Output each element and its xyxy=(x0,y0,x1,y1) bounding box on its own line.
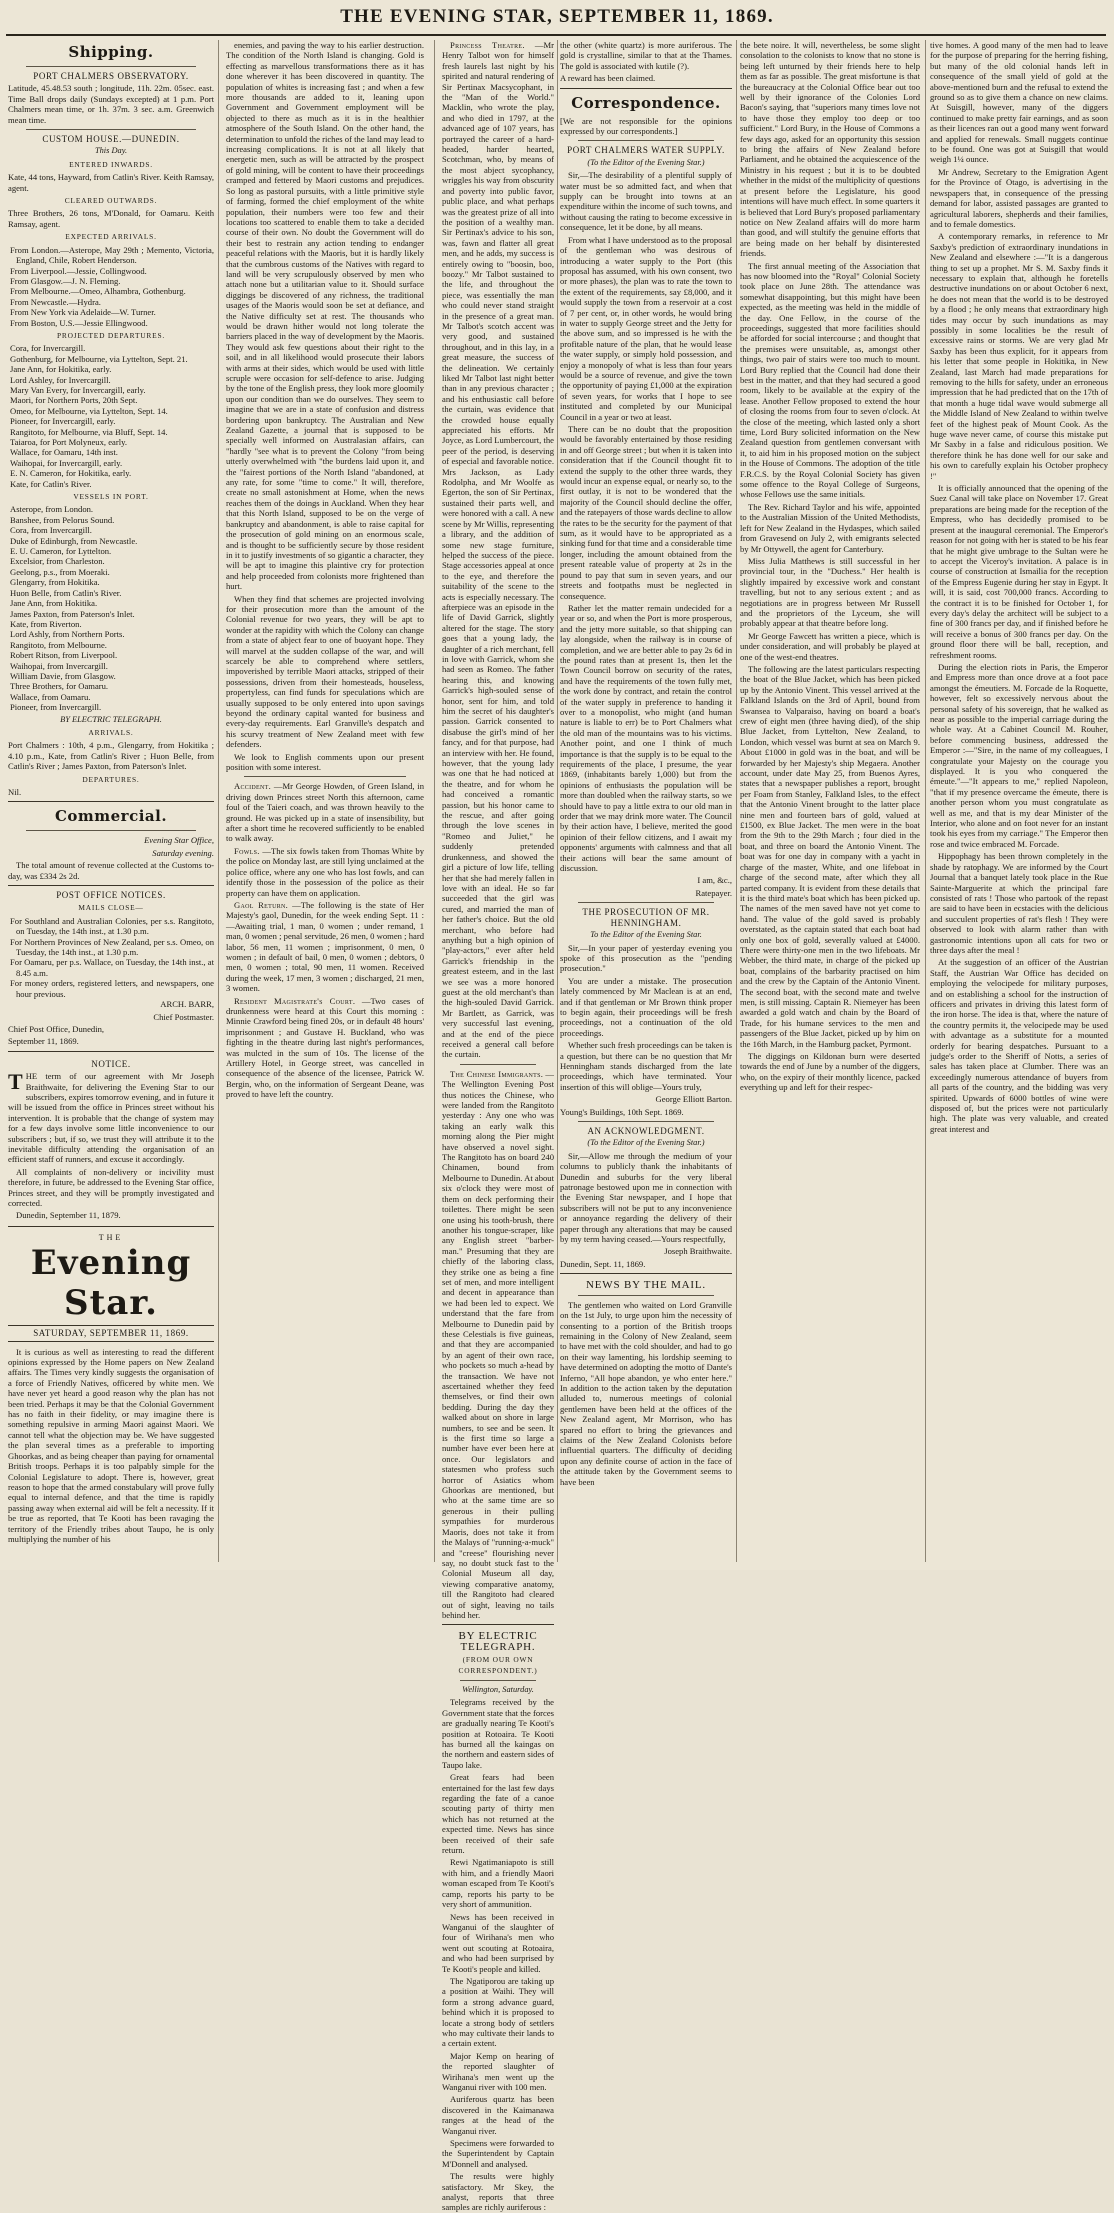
letter-text: You are under a mistake. The prosecution lately commenced by Mr Maclean is at an end, and if that gentleman or Mr Brown think proper to begin again, their proceedings will be fresh proceedings, not a continuation of the old proceedings. xyxy=(560,975,732,1038)
letter-signature: George Elliott Barton. xyxy=(655,1094,732,1105)
column-4 xyxy=(560,40,732,1562)
list-item: Jane Ann, from Hokitika. xyxy=(10,598,98,609)
article-text: During the election riots in Paris, the Emperor and Empress more than once drove at a foot pace amongst the émeutiers. M. Forcade de la Roquette, however, felt so excessively nervous about the personal safety of his sovereign, that he walked as near as possible to the imperial carriage during the whole way. At a Cabinet Council M. Rouher, before commencing business, addressed the Emperor :—"Sire, in the name of my colleagues, I congratulate your Majesty on the courage you displayed. It is you who conquered the émeute."—"It appears to me," replied Napoleon, "that if my presence overcame the émeute, there is another person whom you must congratulate as well as me, and that is my dear Minister of the Interior, who alone and on foot never for an instant took his eyes from my carriage." The Emperor then rose and twice embraced M. Forcade. xyxy=(930,661,1108,849)
article-text: the other (white quartz) is more auriferous. The gold is crystalline, similar to that at the Thames. The gold is associated with kutile (?). xyxy=(560,40,732,71)
item-text: —The six fowls taken from Thomas White by the police on Monday last, are still lying unclaimed at the police office, where any one who has lost fowls, and can identify those in the possession of the police as their property can have them on application. xyxy=(226,845,425,898)
divider xyxy=(460,1064,536,1065)
news-by-mail-heading: NEWS BY THE MAIL. xyxy=(586,1279,706,1292)
item-subject: Gaol Return. xyxy=(234,899,289,910)
list-item: William Davie, from Glasgow. xyxy=(10,670,116,681)
list-item: Banshee, from Pelorus Sound. xyxy=(10,514,115,525)
arrivals-label: ARRIVALS. xyxy=(88,727,134,737)
column-rule xyxy=(434,40,435,1562)
item-text: —The Wellington Evening Post thus notices the Chinese, who were landed from the Rangitoto yesterday : Any one who was taking an early walk this morning along the Pier might have observed a novel sight. The Rangitoto has on board 240 Chinamen, bound from Melbourne to Dunedin. At about six o'clock they were most of them on deck performing their toilettes. There might be seen one using his tooth-brush, there another his tongue-scraper, like any English street "barber-man." Presuming that they are chiefly of the laboring class, they strike one as being a fine set of men, and more intelligent and decent in appearance than we had been led to expect. We understand that the fare from Melbourne to Dunedin paid by these Celestials is five guineas, and that they are accompanied by an agent of their own race, who pockets so much a-head by the transaction. We have not ascertained whether they feed themselves, or find their own bedding. During the day they walked about on shore in large numbers, to see and be seen. It is the first time so large a number have ever been here at once. Our legislators and statesmen who profess such horror of Asiatics whom Ghoorkas are mentioned, but who at the same time are so generous in their pulling sympathies for murderous Maoris, does not take it from the Malays of "running-a-muck" and "creese" flourishing never say, no doubt stuck fast to the Colonial Museum all day, viewing comparative anatomy, till the Rangitoto had cleared out of sight, leaving no tails behind her. xyxy=(442,1068,554,1620)
this-day-label: This Day. xyxy=(94,146,128,156)
telegram-text: Telegrams received by the Government state that the forces are gradually nearing Te Kooti's position at Rotoaira. Te Kooti has burned all the kaingas on the northern and eastern sides of Taupo lake. xyxy=(442,1697,554,1770)
star-the: THE xyxy=(98,1232,124,1242)
list-item: Excelsior, from Charleston. xyxy=(10,556,105,567)
divider xyxy=(560,88,732,89)
list-item: Lord Ashley, for Invercargill. xyxy=(10,374,111,385)
article-text: the bete noire. It will, nevertheless, be some slight consolation to the colonists to know that no stone is being left unturned by their friends here to help them as far as possible. The great misfortune is that the bureaucracy at the Colonial Office bear out too well by their ignorance of the Colonies Lord Bacon's saying, that "superiors many times love not to have those they employ too deep or too sufficient." Lord Bury, in the House of Commons a few days ago, asked for an opportunity this session to bring the affairs of New Zealand before Parliament, and he obtained the acquiescence of the Ministry in his request ; but it is to be doubted whether in the midst of the multiplicity of questions at present before the Legislature, his good intentions will have much effect. In some quarters it is believed that Lord Bury's proposed parliamentary notice on New Zealand affairs will do more harm than good, and will stultify the genuine efforts that are being made on her behalf by disinterested friends. xyxy=(740,40,920,259)
telegram-text: The results were highly satisfactory. Mr Skey, the analyst, reports that three samples are richly auriferous : xyxy=(442,2171,554,2213)
letter-date: Dunedin, Sept. 11, 1869. xyxy=(560,1258,646,1269)
article-text: We look to English comments upon our present position with some interest. xyxy=(226,751,424,773)
telegram-text: The Ngatiporou are taking up a position at Waihi. They will form a strong advance guard, behind which it is proposed to locate a strong body of settlers who may cultivate their lands to a certain extent. xyxy=(442,1975,554,2049)
masthead-rule xyxy=(6,34,1106,36)
list-item: Robert Ritson, from Liverpool. xyxy=(10,650,118,661)
article-text: The first annual meeting of the Association that has now bloomed into the "Royal" Colonial Society took place on June 28th. The attendance was somewhat disappointing, but this might have been expected, as the meeting was held in the middle of the day. One Fellow, in the course of the proceedings, suggested that more facilities should be afforded for social intercourse ; and thought that the premises were unsuitable, as, amongst other things, two pair of stairs were too much to mount. Lord Bury replied that the Council had done their best in the matter, and that they had secured a good room, likely to be available at the expiry of the lease. Another Fellow proposed to extend the hour of closing the rooms from four to seven o'clock. At the close of the meeting, which lasted only a short time, Lord Bury solicited information on the New Zealand question from gentlemen conversant with it, to aid him in his proposed motion on the subject in the House of Commons. The adoption of the title F.R.C.S. by the Royal Colonial Society has given some offence to the Royal College of Surgeons, whose Fellows use the same initials. xyxy=(740,260,920,500)
entered-inwards-label: ENTERED INWARDS. xyxy=(69,159,153,169)
leader-text: It is curious as well as interesting to read the different opinions expressed by the Home papers on New Zealand affairs. The Times very kindly suggests the organisation of a force of Friendly Natives, officered by white men. We have never yet heard a good reason why the plan has not been tried. Perhaps it may be that the Colonial Government has no faith in their fidelity, or may imagine there is something repulsive in arming Maori against Maori. We cannot tell what the objection may be. We have suggested the plan several times as a preferable to importing Ghoorkas, and as being cheaper than paying for ornamental British troops. Perhaps it is too palpably simple for the Colonial Legislature to adopt. There is, however, great reason to hope that the armed constabulary will prove fully equal to internal defence, and that the time is rapidly passing away when external aid will be felt a necessity. If it be true as reported, that Te Kooti has been ravaging the territory of the Friendly tribes about Taupo, he is only multiplying the number of his xyxy=(8,1346,214,1544)
list-item: Pioneer, for Invercargill, early. xyxy=(10,416,116,427)
list-item: Kate, for Catlin's River. xyxy=(10,478,92,489)
list-item: From Boston, U.S.—Jessie Ellingwood. xyxy=(10,317,148,328)
postmaster-name: ARCH. BARR, xyxy=(160,999,214,1010)
list-item: Duke of Edinburgh, from Newcastle. xyxy=(10,535,138,546)
list-item: Gothenburg, for Melbourne, via Lyttelton, Sept. 21. xyxy=(10,353,188,364)
letter-heading: THE PROSECUTION OF MR. HENNINGHAM. xyxy=(582,907,710,928)
divider xyxy=(244,776,406,777)
list-item: From Melbourne.—Omeo, Alhambra, Gothenburg. xyxy=(10,286,186,297)
disclaimer: [We are not responsible for the opinions expressed by our correspondents.] xyxy=(560,115,732,137)
article-text: The following are the latest particulars respecting the boat of the Blue Jacket, which has been picked up by the Antonio Vinent. This vessel arrived at the Falkland Islands on the 3rd of April, bound from Swansea to Valparaiso, having on board a boat's crew of eight men (three having died), of the ship Blue Jacket, from Lyttelton, New Zealand, to London, which vessel was burnt at sea on March 9. About £1000 in gold was in the boat, and will be forwarded by her Majesty's ship Megaera. Another account, under date May 25, from Buenos Ayres, states that a newspaper publishes a report, brought per Foam from Stanley, Falkland Isles, to the effect that the Antonio Vinent brought to the latter place nine men and fourteen bars of gold, valued at £1500, ex Blue Jacket. The men were in the boat from the 9th to the 29th March ; four died in the boat, and three on board the Antonio Vinent. The boat was for one day in company with a yacht in charge of the master, White, and one lifeboat in charge of the second mate, after which they all parted company. It is evident from these details that it is the third mate's boat which has been picked up. The names of the men saved have not yet come to hand. The value of the gold saved is probably overstated, as the captain stated that each boat had only one box of gold, severally valued at £4000. There were thirty-one men in the two lifeboats. Mr Webber, the third mate, in charge of the picked up boat, complains of the barbarity practised on him and the crew by the Captain of the Antonio Vinent. The second boat, with the second mate and twelve men, is still missing. Captain R. Niemeyer has been awarded a gold watch and chain by the Board of Trade, for his humane services to the men and passengers of the Blue Jacket, picked up by him on the 16th March, in the Hamburg packet, Pyrmont. xyxy=(740,663,920,1049)
list-item: From Glasgow.—J. N. Fleming. xyxy=(10,275,121,286)
post-office-date: September 11, 1869. xyxy=(8,1036,79,1047)
expected-arrivals-label: EXPECTED ARRIVALS. xyxy=(65,232,157,242)
letter-signature: Ratepayer. xyxy=(695,887,732,898)
divider xyxy=(26,129,196,130)
divider xyxy=(8,801,214,802)
star-title: Evening Star. xyxy=(30,1243,192,1324)
article-text: Mr Andrew, Secretary to the Emigration Agent for the Province of Otago, is advertising in the newspapers that, in consequence of the pressing demand for labor, assisted passages are granted to agricultural laborers, shepherds and their families, and to female domestics. xyxy=(930,166,1108,229)
section-heading-shipping: Shipping. xyxy=(68,43,154,61)
list-item: For Oamaru, per p.s. Wallace, on Tuesday, the 14th inst., at 8.45 a.m. xyxy=(10,957,214,978)
projected-departures-label: PROJECTED DEPARTURES. xyxy=(56,330,166,340)
office-day: Saturday evening. xyxy=(152,847,214,858)
dateline: Wellington, Saturday. xyxy=(462,1684,534,1694)
commercial-text: The total amount of revenue collected at the Customs to-day, was £334 2s 2d. xyxy=(8,860,214,881)
article-text: Hippophagy has been thrown completely in the shade by ratophagy. We are informed by the Court Journal that a banquet lately took place in the Rue Sainte-Marguerite at which the principal fare consisted of rats ! Those who partook of the repast are said to have been in ecstacies with the delicious and succulent properties of rat's flesh ! They were observed to look with alarm rather than with gastronomic intentions upon all cats for two or three days after the meal ! xyxy=(930,851,1108,955)
notice-text-2: All complaints of non-delivery or incivility must therefore, in future, be addressed to the Evening Star office, Princes street, and they will be promptly investigated and corrected. xyxy=(8,1166,214,1208)
list-item: Glengarry, from Hokitika. xyxy=(10,577,100,588)
mails-list xyxy=(8,916,214,999)
item-text: —Two cases of drunkenness were heard at this Court this morning : Minnie Crawford being fined 20s, or in default 48 hours' imprisonment ; and Gustave H. Buckland, who was fighting in the theatre during last night's performances, was mulcted in the sum of 10s. The license of the Artillery Hotel, in George street, was cancelled in consequence of the absence of the licensee, Patrick W. Bergin, who, on the information of Sergeant Deane, was proved to have left the country. xyxy=(226,995,424,1100)
letter-closing: I am, &c., xyxy=(697,875,732,886)
list-item: Taiaroa, for Port Molyneux, early. xyxy=(10,437,127,447)
list-item: For Northern Provinces of New Zealand, per s.s. Omeo, on Tuesday, the 14th inst., at 1.30 p.m. xyxy=(10,936,214,958)
letter-text: Sir,—The desirability of a plentiful supply of water must be so admitted fact, and when that supply can be brought into towns at an expenditure within the income of such towns, and without causing the rating to become excessive in consequence, let it be done, by all means. xyxy=(560,170,732,233)
telegraph-subheading: (FROM OUR OWN CORRESPONDENT.) xyxy=(458,1655,538,1675)
list-item: Waihopai, for Invercargill, early. xyxy=(10,457,123,468)
item-text: —The following is the state of Her Majesty's gaol, Dunedin, for the week ending Sept. 11 :—Awaiting trial, 1 man, 0 women ; under remand, 1 man, 0 women ; penal servitude, 26 men, 0 women ; hard labor, 56 men, 11 women ; imprisonment, 0 men, 0 women ; in default of bail, 0 men, 0 women ; debtors, 0 men, 0 women ; total, 90 men, 11 women. Received during the week, 17 men, 3 women ; discharged, 21 men, 3 women. xyxy=(226,899,424,994)
letter-text: There can be no doubt that the proposition would be favorably entertained by those residing in and off George street ; but when it is taken into consideration that if the Council thought fit to extend the supply to the other three wards, they would incur an expense equal, or nearly so, to the first outlay, it is not to be wondered that the majority of the Council should decline the offer, and the ratepayers of those wards decline to allow the rates to be the security for the payment of that sum, as it would have to be appropriated as a sinking fund for that time and a considerable time longer, including the amount obtained from the present rateable value of property at 2s in the pound to pay that sum in seven years, and our streets and footpaths must be neglected in consequence. xyxy=(560,424,732,601)
notice-heading: NOTICE. xyxy=(91,1058,131,1069)
column-1 xyxy=(8,40,214,1562)
item-subject: Princess Theatre. xyxy=(450,40,525,50)
item-subject: The Chinese Immigrants. xyxy=(450,1068,544,1079)
article-text: At the suggestion of an officer of the Austrian Staff, the Austrian War Office has decided on employing the velocipede for military purposes, and on establishing a school for the instruction of officers and privates in driving this latest form of the iron horse. The idea is that, where the nature of the country permits it, the velocipede may be used with advantage as a substitute for a mounted orderly for bearing despatches. Pursuant to a judge's order to the Sheriff of Notts, a series of sales has taken place at Clumber. There was an exceedingly numerous attendance of buyers from all parts of the country, and the bidding was very spirited. Upwards of 6000 bottles of wine were disposed of, but the prices were not particularly high. The plate was very valuable, and created great interest and xyxy=(930,957,1108,1134)
list-item: Mary Van Every, for Invercargill, early. xyxy=(10,384,146,395)
article-text: Mr George Fawcett has written a piece, which is under consideration, and will probably be played at one of the west-end theatres. xyxy=(740,630,920,662)
article-text: A contemporary remarks, in reference to Mr Saxby's prediction of extraordinary inundations in New Zealand and elsewhere :—"It is a dangerous thing to set up a prophet. Mr S. M. Saxby finds it necessary to explain that, although he foretells destructive inundations on or about October 6 next, he does not mean that the world is to be destroyed by a flood ; he only means that extraordinary high tides may occur by such inundations as may possibly in some localities be the result of excessive rains or storms. We are very glad Mr Saxby has been thus explicit, for it appears from his letter that some people in Hokitika, in New Zealand, last March had made preparations for removing to the hills for safety, under an erroneous impression that he had predicted that on the 17th of that month a huge tidal wave would submerge all the Middle Island of New Zealand to within twelve feet of the highest peak of Mount Cook. As the huge wave never came, of course this mistake put Mr Saxby in a false and ridiculous position. We therefore think he has done well for our sake and his own to carefully explain his October prophecy !" xyxy=(930,231,1108,481)
letter-heading: PORT CHALMERS WATER SUPPLY. xyxy=(567,145,725,156)
list-item: For money orders, registered letters, and newspapers, one hour previous. xyxy=(10,978,214,999)
expected-arrivals-list xyxy=(8,245,214,328)
list-item: From Newcastle.—Hydra. xyxy=(10,296,101,307)
custom-house-heading: CUSTOM HOUSE.—DUNEDIN. xyxy=(42,134,180,145)
list-item: Three Brothers, for Oamaru. xyxy=(10,681,109,692)
list-item: E. U. Cameron, for Lyttelton. xyxy=(10,546,112,557)
list-item: Omeo, for Melbourne, via Lyttelton, Sept. 14. xyxy=(10,405,168,416)
postmaster-title: Chief Postmaster. xyxy=(153,1011,214,1022)
notice-date: Dunedin, September 11, 1879. xyxy=(16,1210,121,1221)
item-subject: Fowls. xyxy=(234,845,260,856)
column-6 xyxy=(930,40,1108,1562)
divider xyxy=(578,902,714,903)
letter-text: From what I have understood as to the proposal of the gentleman who was desirous of introducing a water supply to the Port (this proposal has assumed, with his own consent, two or more phases), the plan was to rate the town to the extent of the requirements, say £8,000, and it would supply the town from a reservoir at a cost of 7 per cent, or, in other words, he would bring in water to supply George street and the Jetty for the above sum, and so impressed is he with the profitable nature of the plan, that he would lease the water supply, or simply hold possession, and enjoy a monopoly of what is less than four years would be a source of revenue, and give the town the opportunity of paying £1,000 at the expiration of seven years, for works that I hope to see instituted and completed by our Municipal Council in a year or two at least. xyxy=(560,234,732,422)
telegraph-heading-small: BY ELECTRIC TELEGRAPH. xyxy=(60,714,162,724)
telegram-text: Auriferous quartz has been discovered in the Kaimanawa ranges at the head of the Wanganui river. xyxy=(442,2094,554,2136)
list-item: From Liverpool.—Jessie, Collingwood. xyxy=(10,265,147,276)
list-item: For Southland and Australian Colonies, per s.s. Rangitoto, on Tuesday, the 14th inst., at 1.30 p.m. xyxy=(10,915,214,937)
article-text: The diggings on Kildonan burn were deserted towards the end of June by a number of the diggers, who, on the expiry of their monthly licence, packed everything up and left for their respec- xyxy=(740,1051,920,1093)
letter-address: To the Editor of the Evening Star. xyxy=(590,930,702,940)
article-text: enemies, and paving the way to his earlier destruction. The condition of the North Island is changing. Gold is effecting as marvellous transformations there as it has done wherever it has been discovered in quantity. The population of whites is increasing fast ; and when a few more thousands are added to it, leaning upon Government and Government employment will be objected to there as much as it is in the healthier atmosphere of the South Island. On the other hand, the determination to unfold the riches of the land may lead to increasing complications. It is not at all likely that energetic men, such as will be attracted by the prospect of gold mining, will be content to have their proceedings cramped and fettered by Maori customs and prejudices. So long as pastoral pursuits, with a little primitive style of farming, formed the chief employment of the white population, their numbers were too few and their locations too scattered to enable them to take a decided course of their own. No doubt the Government will do their best to restrain any action tending to endanger peaceful relations with the Maoris, but it is hardly likely that the cumbrous customs of the Natives with regard to land will be very scrupulously observed by men who attach none but a utilitarian value to it. Should surface diggings be discovered of any richness, the traditional usages of the Maoris would soon be set at defiance, and the Native difficulty set at rest. The thousands who would be drawn hither would not long tolerate the barriers placed in the way of development by the Maoris. They would ask few questions about their right to the soil, and in all likelihood would prosecute their labors with arms at their sides, which would be used with little scruple were occasion for self-defence to arise. Judging by the tone of the English press, they look more gloomily upon our condition than we do ourselves. They seem to imagine that we are in a state of confusion and distress bordering upon bankruptcy. The Australian and New Zealand Gazette, a journal that is supposed to be specially well informed on Australasian affairs, can "hardly "see what is to prevent the Colony "from being utterly overwhelmed with "the burdens laid upon it, and the "fairest portions of the North Island "abandoned, at any rate, for some "time to come." It will, therefore, create no small astonishment at Home, when the news reaches them of the doings in Auckland. When they hear that this North Island, supposed to be on the verge of bankruptcy and abandonment, is able to raise capital for the prosecution of gold mining on an enormous scale, and is thought to be sufficiently secure by those resident in it to justify investments of so gigantic a character, they will be apt to imagine this plaintive cry for protection and help proceeded from colonists more frightened than hurt. xyxy=(226,40,424,592)
list-item: E. N. Cameron, for Hokitika, early. xyxy=(10,468,132,479)
column-rule xyxy=(925,40,926,1562)
list-item: Geelong, p.s., from Moeraki. xyxy=(10,566,110,577)
post-office-heading: POST OFFICE NOTICES. xyxy=(56,890,166,901)
telegram-text: Specimens were forwarded to the Superintendent by Captain M'Donnell and analysed. xyxy=(442,2138,554,2169)
list-item: Cora, for Invercargill. xyxy=(10,343,86,354)
letter-address: (To the Editor of the Evening Star.) xyxy=(587,1138,705,1148)
item-text: —Mr Henry Talbot won for himself fresh laurels last night by his spirited and natural rendering of Sir Pertinax Macsycophant, in the "Man of the World." Macklin, who wrote the play, and who died in 1797, at the advanced age of 107 years, has portrayed the career of a hard-headed, harder hearted, Scotchman, who, by means of the most abject sycophancy, wriggles his way from obscurity and poverty into public favor, public place, and what perhaps was the greatest prize of all into the position of a wealthy man. Sir Pertinax's advice to his son, was, fawn and flatter all great men, and he adds, my success is entirely owing to "boosin, boo, boozy." Mr Talbot sustained to the life, and throughout the piece, was essentially the man who could never stand straight in the presence of a great man. Mr Talbot's scotch accent was very good, and sustained throughout, and in this lay, in a great measure, the success of the delineation. We certainly liked Mr Talbot last night better than in any previous character ; and his enthusiastic call before the curtain, was evidence that the crowded house equally appreciated his efforts. Mr Joyce, as Lord Lumbercourt, the peer of the period, is deserving of especial and favorable notice. Mrs Jackson, as Lady Rodolpha, and Mr Woolfe as Egerton, the son of Sir Pertinax, sustained their parts well, and were honored with a call. A new scene by Mr Willis, representing a library, and the addition of some new stage furniture, helped the success of the piece. Stage accessories appeal at once to the eye, and therefore the suitability of the scene to the acts is especially necessary. The afterpiece was an episode in the life of David Garrick, slightly altered for the stage. The story goes that a young lady, the daughter of a rich merchant, fell in love with Garrick, whom she had seen as Romeo. The father hearing this, and knowing Garrick's high-souled sense of honor, sent for him, and told him the secret of his daughter's passion. Garrick consented to disabuse the girl's mind of her fancy, and for that purpose, had an interview with her. He found, however, that the young lady was one that he had noticed at the theatre, and for whom he had conceived a romantic passion, but his honor came to the rescue, and after going through the love scenes in "Romeo and Juliet," he suddenly pretended drunkenness, and showed the girl a picture of low life, telling her that she had merely fallen in love with an ideal. He so far succeeded that the girl was cured, and married the man of her father's choice. But the old merchant, who before had anything but a high opinion of "play-actors," ever after held Garrick's friendship in the greatest esteem, and in the last we see was a more honored guest at the old merchant's than the high-souled David Garrick. Mr Bartlett, as Garrick, was very successful last evening, and at the end of the piece received a general call before the curtain. xyxy=(442,40,554,1060)
letter-address: (To the Editor of the Evening Star.) xyxy=(587,157,705,167)
column-3 xyxy=(442,40,554,2213)
article-text: It is officially announced that the opening of the Suez Canal will take place on November 17. Great preparations are being made for the reception of the Empress, who has decidedly promised to be present at the inaugural ceremonial. The Emperor's reason for not going with her is stated to be his fear that he might give umbrage to the Sultan were he to accept the Viceroy's invitation. A palace is in course of construction at Ismailia for the reception of the Empress Eugenie during her stay in Egypt. It will, it is said, cost 700,000 francs. According to the contract it is to be finished for October 1, for every day's delay the architect will be subject to a fine of 300 francs per day, and if finished before he will receive a bonus of 300 francs per day. On the ground floor there will be ball, reception, and refreshment rooms. xyxy=(930,483,1109,660)
list-item: Cora, from Invercargill. xyxy=(10,525,92,536)
divider xyxy=(26,66,196,67)
divider xyxy=(26,830,196,831)
list-item: From New York via Adelaide—W. Turner. xyxy=(10,307,156,318)
list-item: Wallace, from Oamaru. xyxy=(10,691,91,702)
article-text: tive homes. A good many of the men had to leave for the purpose of preparing for the herring fishing, but many of the old colonial hands left in consequence of the small yield of gold at the above-mentioned burn and the refusal to extend the ground so as to give them a chance on new claims. At Suisgill, however, many of the diggers continued to make pretty fair earnings, and as soon as their licences ran out a good many went forward and applied for renewals. Small nuggets continue to be found. One was got at Suisgill that would weigh 1¼ ounce. xyxy=(930,40,1108,165)
list-item: Lord Ashly, from Northern Ports. xyxy=(10,629,125,640)
telegram-text: Major Kemp on hearing of the reported slaughter of Wirihana's men went up the Wanganui river with 100 men. xyxy=(442,2050,554,2092)
column-rule xyxy=(736,40,737,1562)
list-item: Pioneer, from Invercargill. xyxy=(10,702,102,713)
list-item: Waihopai, from Invercargill. xyxy=(10,660,108,671)
cleared-outwards-text: Three Brothers, 26 tons, M'Donald, for Oamaru. Keith Ramsay, agent. xyxy=(8,208,214,229)
divider xyxy=(8,885,214,886)
letter-address-line: Young's Buildings, 10th Sept. 1869. xyxy=(560,1106,684,1117)
arrivals-text: Port Chalmers : 10th, 4 p.m., Glengarry, from Hokitika ; 4.10 p.m., Kate, from Catlin's River ; Huon Belle, from Catlin's River ; James Paxton, from Paterson's Inlet. xyxy=(8,740,214,772)
item-subject: Resident Magistrate's Court. xyxy=(234,995,356,1006)
column-rule xyxy=(218,40,219,1562)
divider xyxy=(560,1273,732,1274)
section-heading-correspondence: Correspondence. xyxy=(571,93,721,112)
list-item: Wallace, for Oamaru, 14th inst. xyxy=(10,447,118,458)
letter-text: Sir,—Allow me through the medium of your columns to publicly thank the inhabitants of Dunedin and suburbs for the very liberal patronage bestowed upon me in connection with the Evening Star newspaper, and I hope that subscribers will not be put to any inconvenience or annoyance regarding the delivery of their paper through any alterations that may be caused by my term having ceased.—Yours respectfully, xyxy=(560,1150,732,1245)
list-item: Jane Ann, for Hokitika, early. xyxy=(10,364,112,375)
telegram-text: Rewi Ngatimaniapoto is still with him, and a friendly Maori woman escaped from Te Kooti's camp, reports his party to be very short of ammunition. xyxy=(442,1857,554,1910)
reward-text: A reward has been claimed. xyxy=(560,73,656,84)
telegraph-heading: BY ELECTRIC TELEGRAPH. xyxy=(458,1630,538,1653)
notice-box xyxy=(8,1051,214,1227)
divider xyxy=(578,1121,714,1122)
article-text: When they find that schemes are projected involving for their prosecution more than the amount of the Colonial revenue for two years, they will be apt to wonder at the rapidity with which the Colony can change from a state of abject fear to one of buoyant hope. They will marvel at the sudden collapse of the war, and will scarcely be able to comprehend where settlers, impoverished by terrible Maori attacks, stripped of their possessions, driven from their homesteads, houseless, propertyless, can find funds for speculations which are usually supposed to be only entered into upon savings beyond the ordinary capital wanted for business and every-day requirements. Earl Granville's despatch and his scurvy treatment of New Zealand meet with few defenders. xyxy=(226,593,424,750)
page-masthead: THE EVENING STAR, SEPTEMBER 11, 1869. xyxy=(340,6,774,27)
star-date: SATURDAY, SEPTEMBER 11, 1869. xyxy=(8,1325,214,1341)
projected-departures-list xyxy=(8,343,214,489)
list-item: James Paxton, from Paterson's Inlet. xyxy=(10,608,135,619)
telegram-text: Great fears had been entertained for the last few days regarding the fate of a canoe scouting party of thirty men which has not returned at the expected time. News has since been received of their safe return. xyxy=(442,1772,554,1856)
divider xyxy=(578,1295,714,1296)
telegram-text: News has been received in Wanganui of the slaughter of four of Wirihana's men who went out scouting at Rotoaira, and who had been surprised by Te Kooti's people and killed. xyxy=(442,1911,554,1974)
departures-nil: Nil. xyxy=(8,787,22,797)
cleared-outwards-label: CLEARED OUTWARDS. xyxy=(64,196,158,206)
observatory-text: Latitude, 45.48.53 south ; longitude, 11h. 22m. 05sec. east. Time Ball drops daily (Sundays excepted) at 1 p.m. Port Chalmers mean time, or 1h. 37m. 3 sec. a.m. Greenwich mean time. xyxy=(8,83,214,125)
letter-heading: AN ACKNOWLEDGMENT. xyxy=(587,1126,705,1136)
list-item: Rangitoto, from Melbourne. xyxy=(10,639,107,650)
vessels-in-port-list xyxy=(8,504,214,712)
article-text: The Rev. Richard Taylor and his wife, appointed to the Australian Mission of the United Methodists, left for New Zealand in the Hydaspes, which sailed from Gravesend on July 2, with emigrants selected by Mr Ottywell, the agent for Canterbury. xyxy=(740,501,920,554)
vessels-in-port-label: VESSELS IN PORT. xyxy=(73,492,149,502)
list-item: Maori, for Northern Ports, 20th Sept. xyxy=(10,395,138,406)
column-2 xyxy=(226,40,424,1562)
divider xyxy=(460,1680,536,1681)
article-text: The gentlemen who waited on Lord Granville on the 1st July, to urge upon him the necessity of consenting to a portion of the British troops remaining in the Colony of New Zealand, seem to have met with the cold shoulder, and had to go on their way lamenting, his lordship seeming to have determined on adopting the motto of Dante's Inferno, "All hope abandon, ye who enter here." In addition to the action taken by the deputation alluded to, numerous meetings of colonial gentlemen have been held at the offices of the New Zealand agent, Mr Morrison, who has spared no effort to bring the grievances and claims of the New Zealand Colonists before influential quarters. The difficulty of deciding upon any definite course of action in the face of the attitude taken by the Government seems to have been xyxy=(560,1299,732,1487)
observatory-heading: PORT CHALMERS OBSERVATORY. xyxy=(33,71,189,81)
entered-inwards-text: Kate, 44 tons, Hayward, from Catlin's River. Keith Ramsay, agent. xyxy=(8,172,215,193)
office-line: Evening Star Office, xyxy=(144,835,214,846)
post-office-place: Chief Post Office, Dunedin, xyxy=(8,1023,105,1034)
list-item: From London.—Asterope, May 29th ; Memento, Victoria, England, Chile, Robert Henderson. xyxy=(10,244,214,266)
section-heading-commercial: Commercial. xyxy=(54,807,168,826)
article-text: Miss Julia Matthews is still successful in her provincial tour, in the "Duchess." Her health is slightly impaired by excessive work and constant travelling, but not to any serious extent ; and as negotiations are in progress between Mr Russell and the proprietors of the Lyceum, she will probably appear at that theatre before long. xyxy=(740,555,920,629)
item-subject: Accident. xyxy=(234,781,272,792)
column-rule xyxy=(557,40,558,1562)
list-item: Asterope, from London. xyxy=(10,504,94,515)
notice-text: THE term of our agreement with Mr Joseph Braithwaite, for delivering the Evening Star to our subscribers, expires tomorrow evening, and in future it will be issued from the office in Princes street without his intervention. It is probable that the change of system may for a few days involve some little inconvenience to our subscribers ; but, if so, we trust they will attribute it to the inevitable difficulty attending the organisation of an efficient staff of runners, and excuse it accordingly. xyxy=(8,1069,214,1165)
letter-text: Rather let the matter remain undecided for a year or so, and when the Port is more prosperous, and the jetty more suitable, so that shipping can lay alongside, when the railway is in course of completion, and we are better able to pay 2s 6d in the pound rates than at present 1s, then let the Town Council borrow on security of the rates, and have the requirements of the town fully met, the work done by contract, and retain the control of the water supply in preference to handing it over to a monopolist, who might (and human nature is liable to err) be to Port Chalmers what the old man of the mountains was to his victims. Another point, and one I think of much importance is that the supply is to be equal to the requirements of the place, I presume, the year 1869, (inhabitants barely 1,000) but from the opinions of enthusiasts the population will be more than doubled when the railway starts, so we should have to pay a little extra to our old man in order that we may drink more water. The Council by their action have, I believe, merited the good opinion of their fellow citizens, and I await my opponents' arguments with calmness and that all their actions will bear the same amount of discussion. xyxy=(560,602,732,874)
divider xyxy=(578,140,714,141)
letter-signature: Joseph Braithwaite. xyxy=(664,1246,732,1257)
item-text: —Mr George Howden, of Green Island, in driving down Princes street North this afternoon, came foul of the Taieri coach, and was thrown heavily to the ground. He was picked up in a state of insensibility, but after a short time he recovered sufficiently to be enabled to walk away. xyxy=(226,781,424,844)
list-item: Rangitoto, for Melbourne, via Bluff, Sept. 14. xyxy=(10,426,168,437)
departures-label: DEPARTURES. xyxy=(82,774,140,784)
letter-text: Whether such fresh proceedings can be taken is a question, but there can be no question that Mr Henningham stands discharged from the late proceedings, which have terminated. Your insertion of this will oblige—Yours truly, xyxy=(560,1040,732,1092)
list-item: Huon Belle, from Catlin's River. xyxy=(10,587,122,598)
list-item: Kate, from Riverton. xyxy=(10,618,82,629)
letter-text: Sir,—In your paper of yesterday evening you spoke of this prosecution as the "pending prosecution." xyxy=(560,942,732,974)
divider xyxy=(442,1624,554,1625)
drop-cap: T xyxy=(8,1069,23,1095)
mails-close-label: MAILS CLOSE— xyxy=(78,903,144,913)
column-5 xyxy=(740,40,920,1562)
